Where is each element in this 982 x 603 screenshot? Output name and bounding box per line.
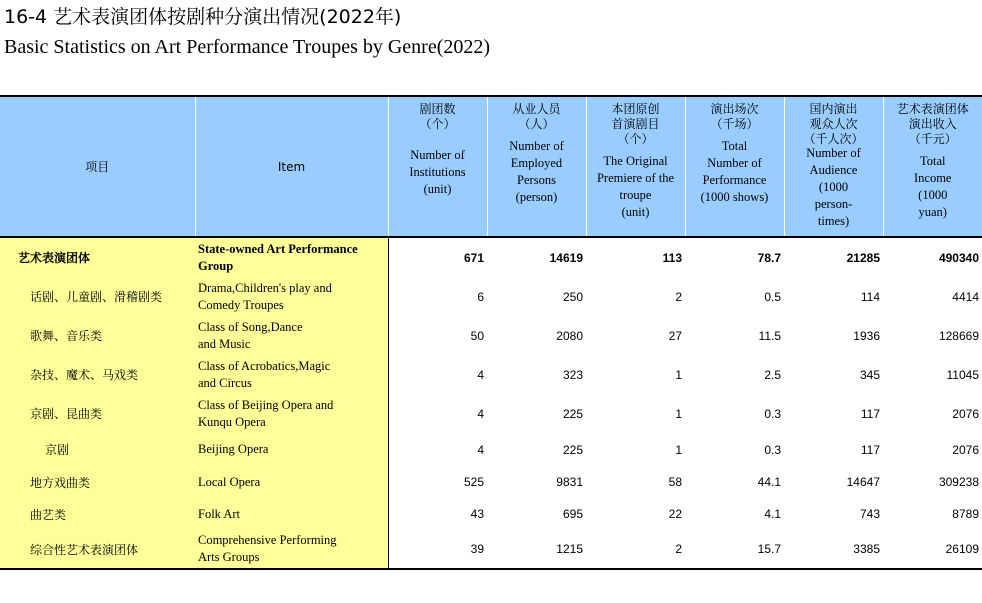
row-label-en: State-owned Art Performance Group xyxy=(195,237,388,277)
table-row xyxy=(0,316,982,355)
cell-audience: 14647 xyxy=(846,475,880,489)
header-employed-persons-en: Number of Employed Persons (person) xyxy=(509,139,564,204)
row-label-en: Local Opera xyxy=(195,466,388,498)
statistics-table xyxy=(0,95,982,570)
cell-audience: 117 xyxy=(860,442,880,457)
header-original-premiere-en: The Original Premiere of the troupe (unit) xyxy=(596,154,675,219)
cell-income: 490340 xyxy=(938,250,979,265)
row-label-en: Class of Song,Dance and Music xyxy=(195,316,388,355)
cell-original-premiere: 113 xyxy=(662,250,682,265)
cell-income: 128669 xyxy=(938,328,979,343)
cell-institutions: 6 xyxy=(477,289,484,304)
table-row xyxy=(0,277,982,316)
cell-audience: 117 xyxy=(860,406,880,421)
cell-audience: 743 xyxy=(859,507,880,521)
row-label-cn: 曲艺类 xyxy=(0,498,195,530)
row-label-cn: 地方戏曲类 xyxy=(0,466,195,498)
cell-performances: 2.5 xyxy=(764,367,781,382)
cell-employed-persons: 323 xyxy=(562,367,583,382)
row-label-en: Beijing Opera xyxy=(195,433,388,466)
table-row-total xyxy=(0,237,982,277)
cell-institutions: 671 xyxy=(463,250,484,265)
table-row xyxy=(0,355,982,394)
cell-institutions: 43 xyxy=(470,507,484,521)
cell-employed-persons: 1215 xyxy=(487,530,586,569)
table-title-english: Basic Statistics on Art Performance Troupes by Genre(2022) xyxy=(4,36,491,58)
table-row xyxy=(0,433,982,466)
cell-income: 309238 xyxy=(938,475,979,489)
row-label-en: Comprehensive Performing Arts Groups xyxy=(195,530,388,569)
header-item-chinese: 项目 xyxy=(0,96,195,237)
header-performances-en: Total Number of Performance (1000 shows) xyxy=(700,139,769,204)
header-audience xyxy=(784,96,883,237)
cell-income: 4414 xyxy=(952,289,979,304)
table-title-chinese: 16-4 艺术表演团体按剧种分演出情况(2022年) xyxy=(4,6,402,28)
cell-performances: 0.5 xyxy=(764,289,781,304)
cell-employed-persons: 225 xyxy=(562,406,583,421)
row-label-en: Class of Acrobatics,Magic and Circus xyxy=(195,355,388,394)
cell-audience: 114 xyxy=(860,289,880,304)
cell-audience: 3385 xyxy=(784,530,883,569)
header-original-premiere-cn: 本团原创 首演剧目 （个） xyxy=(611,102,660,146)
header-employed-persons xyxy=(487,96,586,237)
cell-income: 11045 xyxy=(946,367,979,382)
cell-performances: 0.3 xyxy=(764,442,781,457)
cell-income: 2076 xyxy=(952,442,979,457)
cell-institutions: 50 xyxy=(470,328,484,343)
cell-original-premiere: 1 xyxy=(675,406,682,421)
row-label-cn: 综合性艺术表演团体 xyxy=(0,530,195,569)
table-body xyxy=(0,237,982,569)
header-employed-persons-cn: 从业人员 （人） xyxy=(512,102,561,131)
cell-employed-persons: 695 xyxy=(562,507,583,521)
cell-original-premiere: 22 xyxy=(668,507,682,521)
row-label-cn: 杂技、魔术、马戏类 xyxy=(0,355,195,394)
cell-employed-persons: 225 xyxy=(562,442,583,457)
cell-performances: 0.3 xyxy=(764,406,781,421)
cell-original-premiere: 2 xyxy=(586,530,685,569)
row-label-cn: 京剧 xyxy=(0,433,195,466)
cell-institutions: 525 xyxy=(463,475,484,489)
cell-performances: 44.1 xyxy=(757,475,781,489)
header-income-cn: 艺术表演团体 演出收入 （千元） xyxy=(896,102,969,146)
header-institutions xyxy=(388,96,487,237)
cell-institutions: 39 xyxy=(388,530,487,569)
cell-performances: 11.5 xyxy=(758,328,781,343)
header-income-en: Total Income (1000 yuan) xyxy=(914,154,952,219)
header-income xyxy=(883,96,982,237)
header-row xyxy=(0,96,982,237)
cell-performances: 78.7 xyxy=(757,250,781,265)
cell-performances: 15.7 xyxy=(685,530,784,569)
row-label-en: Drama,Children's play and Comedy Troupes xyxy=(195,277,388,316)
row-label-en: Class of Beijing Opera and Kunqu Opera xyxy=(195,394,388,433)
cell-employed-persons: 9831 xyxy=(556,475,583,489)
cell-original-premiere: 1 xyxy=(675,442,682,457)
cell-income: 2076 xyxy=(952,406,979,421)
cell-employed-persons: 2080 xyxy=(556,328,583,343)
cell-audience: 345 xyxy=(859,367,880,382)
cell-institutions: 4 xyxy=(477,406,484,421)
header-audience-en: Number of Audience (1000 person- times) xyxy=(806,145,861,228)
row-label-cn: 京剧、昆曲类 xyxy=(0,394,195,433)
table-row xyxy=(0,530,982,569)
cell-employed-persons: 14619 xyxy=(549,250,583,265)
cell-original-premiere: 27 xyxy=(668,328,682,343)
cell-institutions: 4 xyxy=(477,442,484,457)
header-original-premiere xyxy=(586,96,685,237)
row-label-cn: 歌舞、音乐类 xyxy=(0,316,195,355)
header-performances-cn: 演出场次 （千场） xyxy=(710,102,759,131)
header-institutions-en: Number of Institutions (unit) xyxy=(409,147,466,196)
table-row xyxy=(0,466,982,498)
row-label-cn: 话剧、儿童剧、滑稽剧类 xyxy=(0,277,195,316)
cell-performances: 4.1 xyxy=(764,507,781,521)
cell-original-premiere: 58 xyxy=(668,475,682,489)
cell-audience: 21285 xyxy=(846,250,880,265)
header-audience-cn: 国内演出 观众人次 （千人次） xyxy=(803,102,864,146)
cell-institutions: 4 xyxy=(477,367,484,382)
header-performances xyxy=(685,96,784,237)
header-institutions-cn: 剧团数 （个） xyxy=(419,102,456,131)
header-item-english: Item xyxy=(195,96,388,237)
cell-income: 26109 xyxy=(883,530,982,569)
cell-audience: 1936 xyxy=(853,328,880,343)
table-row xyxy=(0,498,982,530)
cell-employed-persons: 250 xyxy=(562,289,583,304)
cell-income: 8789 xyxy=(952,507,979,521)
cell-original-premiere: 1 xyxy=(675,367,682,382)
table-row xyxy=(0,394,982,433)
row-label-cn: 艺术表演团体 xyxy=(0,237,195,277)
cell-original-premiere: 2 xyxy=(675,289,682,304)
row-label-en: Folk Art xyxy=(195,498,388,530)
